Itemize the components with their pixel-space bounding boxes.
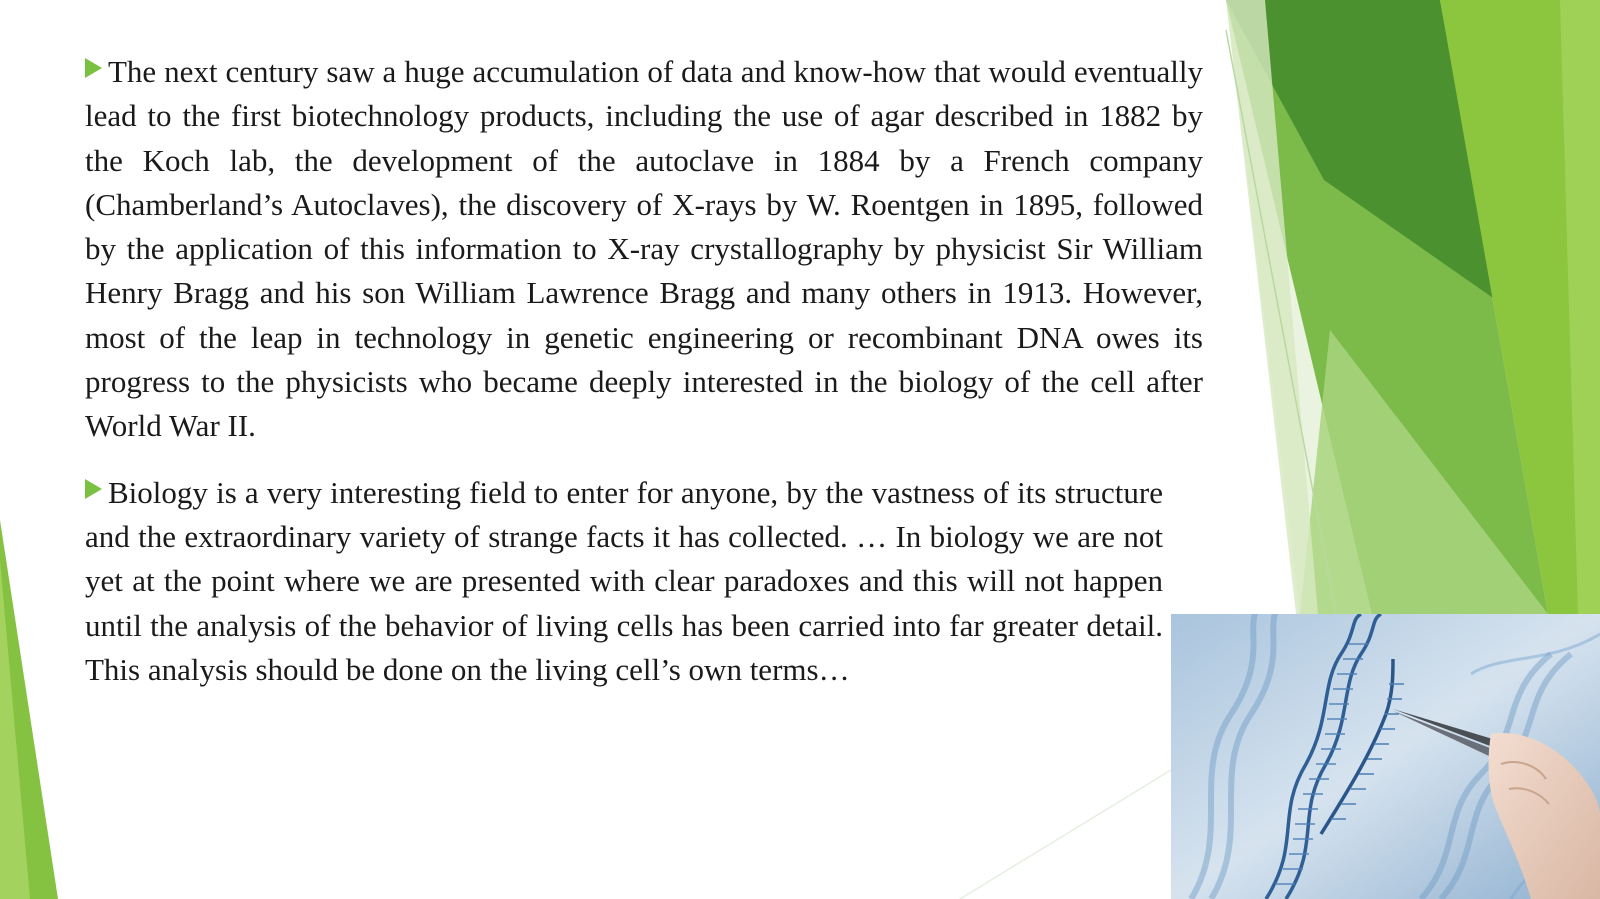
triangle-bullet-icon [85, 58, 102, 78]
paragraph-text: Biology is a very interesting field to enter for anyone, by the vastness of its structure and the extraordinary variety of strange facts it has collected. … In biology we are not yet at the point where we are presented with clear paradoxes and this will not happen until the analysis of the behavior of living cells has been carried into far greater detail. This analysis should be done on the living cell’s own terms… [85, 474, 1163, 687]
dna-tweezers-photo [1171, 614, 1600, 899]
bullet-paragraph-2 [85, 471, 1163, 692]
dna-helix-icon [1171, 614, 1600, 899]
slide-content [85, 50, 1203, 692]
paragraph-text: The next century saw a huge accumulation of data and know-how that would eventually lead to the first biotechnology products, including the use of agar described in 1882 by the Koch lab, the development of the autoclave in 1884 by a French company (Chamberland’s Autoclaves), the discovery of X-rays by W. Roentgen in 1895, followed by the application of this information to X-ray crystallography by physicist Sir William Henry Bragg and his son William Lawrence Bragg and many others in 1913. However, most of the leap in technology in genetic engineering or recombinant DNA owes its progress to the physicists who became deeply interested in the biology of the cell after World War II. [85, 54, 1203, 444]
triangle-bullet-icon [85, 479, 102, 499]
bullet-paragraph-1 [85, 50, 1203, 449]
